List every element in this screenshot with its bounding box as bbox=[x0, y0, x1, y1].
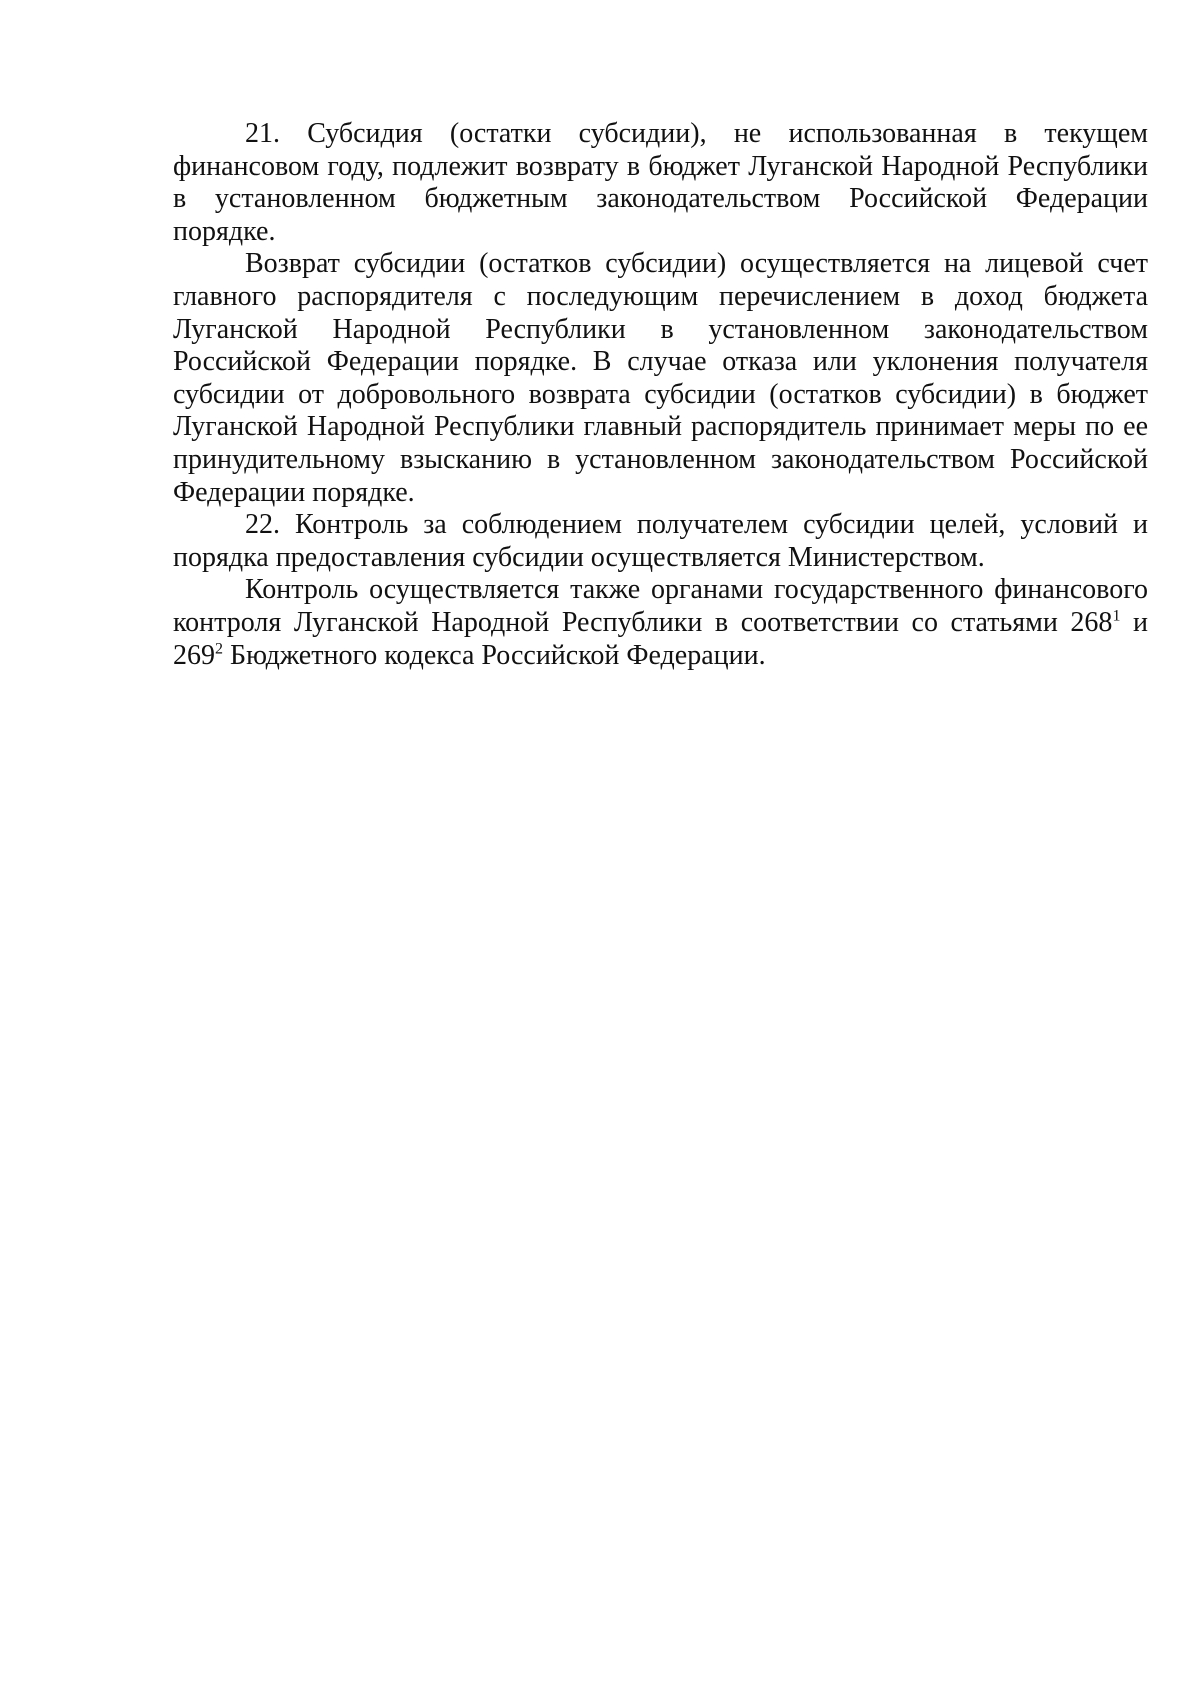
paragraph-22-control-text-3: Бюджетного кодекса Российской Федерации. bbox=[223, 639, 766, 671]
paragraph-22-control bbox=[173, 574, 1148, 672]
document-body bbox=[173, 118, 1148, 672]
superscript-1: 1 bbox=[1112, 607, 1121, 625]
paragraph-22-control-text-2: и 269 bbox=[173, 606, 1149, 671]
paragraph-21: 21. Субсидия (остатки субсидии), не использованная в текущем финансовом году, подлежит возврату в бюджет Луганской Народной Республики в установленном бюджетным законодательством Российской Федерации порядке. bbox=[173, 118, 1148, 247]
paragraph-22: 22. Контроль за соблюдением получателем субсидии целей, условий и порядка предоставления субсидии осуществляется Министерством. bbox=[173, 509, 1148, 573]
paragraph-21-return: Возврат субсидии (остатков субсидии) осуществляется на лицевой счет главного распорядителя с последующим перечислением в доход бюджета Луганской Народной Республики в установленном законодательством Российской Федерации порядке. В случае отказа или уклонения получателя субсидии от добровольного возврата субсидии (остатков субсидии) в бюджет Луганской Народной Республики главный распорядитель принимает меры по ее принудительному взысканию в установленном законодательством Российской Федерации порядке. bbox=[173, 248, 1148, 508]
paragraph-22-control-text-1: Контроль осуществляется также органами государственного финансового контроля Луганской Народной Республики в соответствии со статьями 268 bbox=[173, 574, 1148, 638]
superscript-2: 2 bbox=[215, 640, 223, 658]
